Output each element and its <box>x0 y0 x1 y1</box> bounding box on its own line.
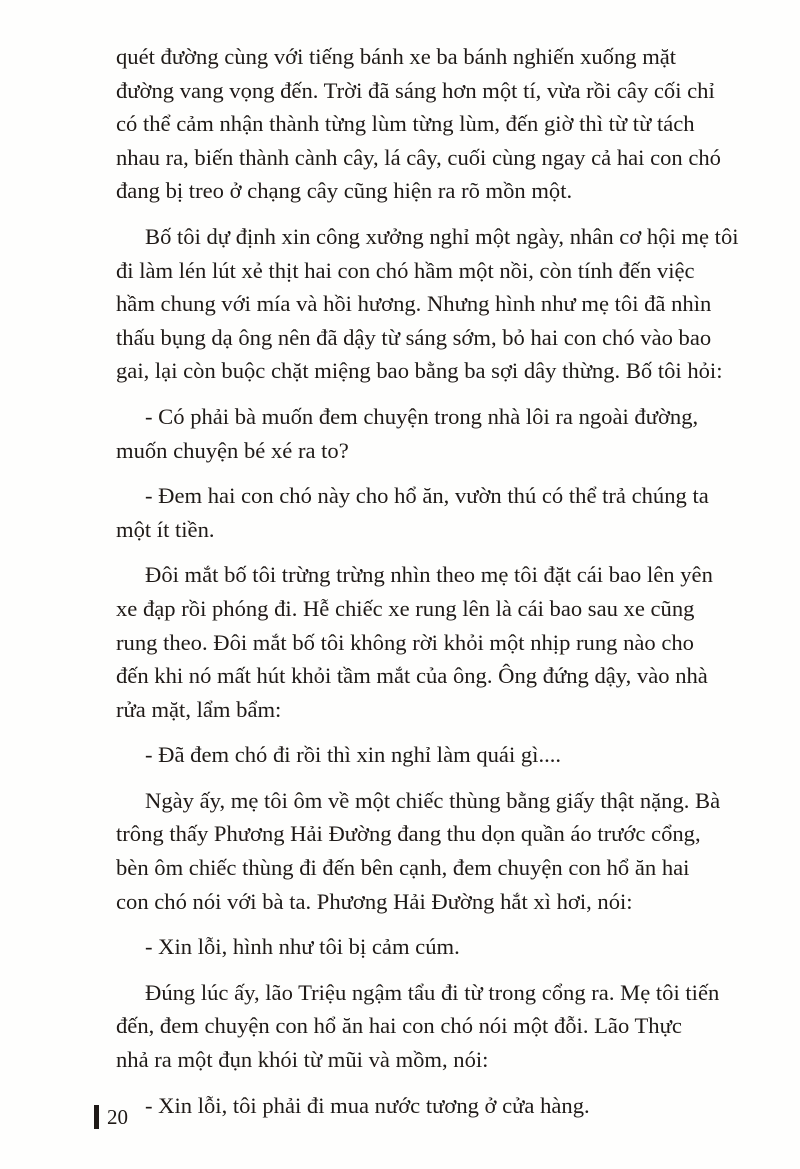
text-line: trông thấy Phương Hải Đường đang thu dọn quần áo trước cổng, <box>116 821 701 847</box>
paragraph-gap <box>116 726 716 738</box>
text-line: Ngày ấy, mẹ tôi ôm về một chiếc thùng bằng giấy thật nặng. Bà <box>145 787 721 813</box>
text-line: bèn ôm chiếc thùng đi đến bên cạnh, đem chuyện con hổ ăn hai <box>116 855 690 881</box>
text-line: muốn chuyện bé xé ra to? <box>116 437 349 463</box>
text-line: có thể cảm nhận thành từng lùm từng lùm, đến giờ thì từ từ tách <box>116 111 695 137</box>
paragraph-gap <box>116 772 716 784</box>
text-line: con chó nói với bà ta. Phương Hải Đường hắt xì hơi, nói: <box>116 888 633 914</box>
paragraph-gap <box>116 1077 716 1089</box>
text-line: thấu bụng dạ ông nên đã dậy từ sáng sớm, bỏ hai con chó vào bao <box>116 324 712 350</box>
paragraph-gap <box>116 918 716 930</box>
text-line: Đôi mắt bố tôi trừng trừng nhìn theo mẹ tôi đặt cái bao lên yên <box>145 562 713 588</box>
page-footer <box>94 1102 128 1132</box>
text-line: đến khi nó mất hút khỏi tầm mắt của ông. Ông đứng dậy, vào nhà <box>116 663 708 689</box>
text-line: Đúng lúc ấy, lão Triệu ngậm tẩu đi từ trong cổng ra. Mẹ tôi tiến <box>145 979 720 1005</box>
paragraph-gap <box>116 964 716 976</box>
paragraph-gap <box>116 546 716 558</box>
text-line: đường vang vọng đến. Trời đã sáng hơn một tí, vừa rồi cây cối chỉ <box>116 77 715 103</box>
paragraph <box>116 40 721 208</box>
paragraph-gap <box>116 208 716 220</box>
text-line: xe đạp rồi phóng đi. Hễ chiếc xe rung lên là cái bao sau xe cũng <box>116 595 695 621</box>
text-line: một ít tiền. <box>116 516 215 542</box>
text-line: hầm chung với mía và hồi hương. Nhưng hình như mẹ tôi đã nhìn <box>116 291 712 317</box>
text-line: đang bị treo ở chạng cây cũng hiện ra rõ mồn một. <box>116 178 573 204</box>
paragraph <box>116 558 716 726</box>
paragraph <box>116 784 721 918</box>
paragraph <box>116 738 716 772</box>
text-line: nhau ra, biến thành cành cây, lá cây, cuối cùng ngay cả hai con chó <box>116 144 721 170</box>
paragraph <box>116 1089 716 1123</box>
text-line: - Đã đem chó đi rồi thì xin nghỉ làm quái gì.... <box>145 742 562 768</box>
paragraph <box>116 930 716 964</box>
page-number-bar <box>94 1105 99 1129</box>
text-line: - Xin lỗi, hình như tôi bị cảm cúm. <box>145 934 460 960</box>
paragraph-gap <box>116 467 716 479</box>
text-line: rung theo. Đôi mắt bố tôi không rời khỏi một nhịp rung nào cho <box>116 629 694 655</box>
text-line: Bố tôi dự định xin công xưởng nghỉ một ngày, nhân cơ hội mẹ tôi <box>145 223 739 249</box>
text-line: đến, đem chuyện con hổ ăn hai con chó nói một đỗi. Lão Thực <box>116 1013 682 1039</box>
text-line: quét đường cùng với tiếng bánh xe ba bánh nghiến xuống mặt <box>116 44 677 69</box>
text-line: - Có phải bà muốn đem chuyện trong nhà lôi ra ngoài đường, <box>145 403 699 429</box>
paragraph <box>116 976 720 1077</box>
text-line: - Xin lỗi, tôi phải đi mua nước tương ở cửa hàng. <box>145 1092 590 1118</box>
page-number: 20 <box>107 1105 128 1129</box>
paragraph <box>116 479 716 546</box>
paragraph <box>116 400 716 467</box>
text-line: nhả ra một đụn khói từ mũi và mồm, nói: <box>116 1047 489 1073</box>
text-line: gai, lại còn buộc chặt miệng bao bằng ba sợi dây thừng. Bố tôi hỏi: <box>116 358 723 384</box>
page-body-text <box>116 40 739 1122</box>
paragraph <box>116 220 739 388</box>
paragraph-gap <box>116 388 716 400</box>
text-line: đi làm lén lút xẻ thịt hai con chó hầm một nồi, còn tính đến việc <box>116 257 695 283</box>
text-line: - Đem hai con chó này cho hổ ăn, vườn thú có thể trả chúng ta <box>145 483 709 509</box>
text-line: rửa mặt, lẩm bẩm: <box>116 696 282 722</box>
